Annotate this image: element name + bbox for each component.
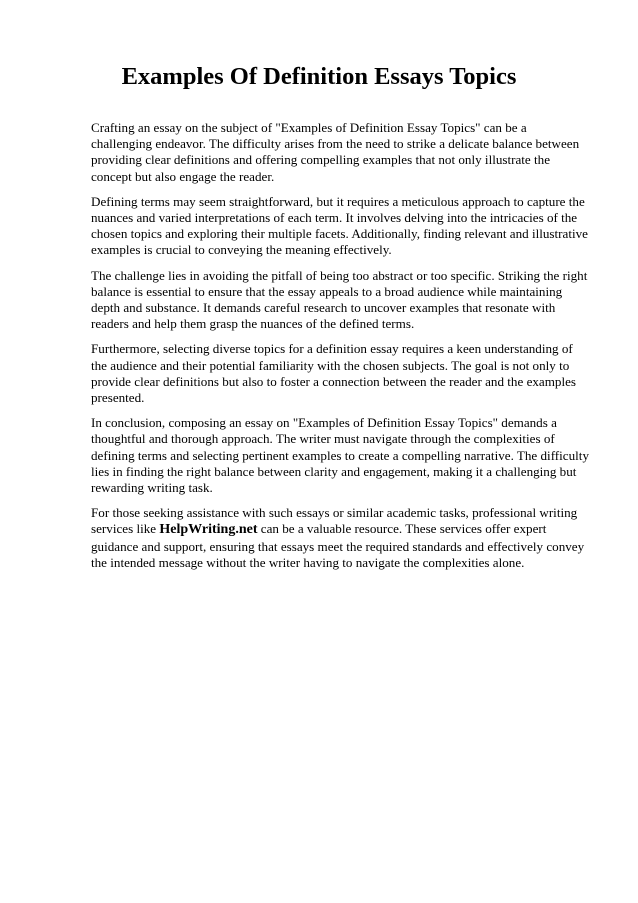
paragraph-6-before: For those seeking assistance with such essays or similar academic tasks, professional writing services like xyxy=(91,505,578,537)
paragraph-6-after: can be a valuable resource. These services offer expert guidance and support, ensuring that essays meet the required standards and effectively convey the intended message without the writer having to navigate the complexities alone. xyxy=(91,521,585,570)
document-body xyxy=(91,120,591,580)
helpwriting-brand: HelpWriting.net xyxy=(159,522,258,538)
paragraph-2: Defining terms may seem straightforward, but it requires a meticulous approach to capture the nuances and varied interpretations of each term. It involves delving into the intricacies of the chosen topics and exploring their multiple facets. Additionally, finding relevant and illustrative examples is crucial to conveying the meaning effectively. xyxy=(91,193,588,258)
paragraph-5: In conclusion, composing an essay on "Examples of Definition Essay Topics" demands a thoughtful and thorough approach. The writer must navigate through the complexities of defining terms and selecting pertinent examples to create a compelling narrative. The difficulty lies in finding the right balance between clarity and engagement, making it a challenging but rewarding writing task. xyxy=(91,415,589,496)
paragraph-6 xyxy=(91,505,591,571)
paragraph-4: Furthermore, selecting diverse topics for a definition essay requires a keen understanding of the audience and their potential familiarity with the chosen subjects. The goal is not only to provide clear definitions but also to foster a connection between the reader and the examples presented. xyxy=(91,341,577,406)
document-title: Examples Of Definition Essays Topics xyxy=(121,63,517,90)
paragraph-3: The challenge lies in avoiding the pitfall of being too abstract or too specific. Striking the right balance is essential to ensure that the essay appeals to a broad audience while maintaining depth and substance. It demands careful research to uncover examples that resonate with readers and help them grasp the nuances of the defined terms. xyxy=(91,267,588,332)
paragraph-1: Crafting an essay on the subject of "Examples of Definition Essay Topics" can be a challenging endeavor. The difficulty arises from the need to strike a delicate balance between providing clear definitions and offering compelling examples that not only illustrate the concept but also engage the reader. xyxy=(91,120,580,184)
